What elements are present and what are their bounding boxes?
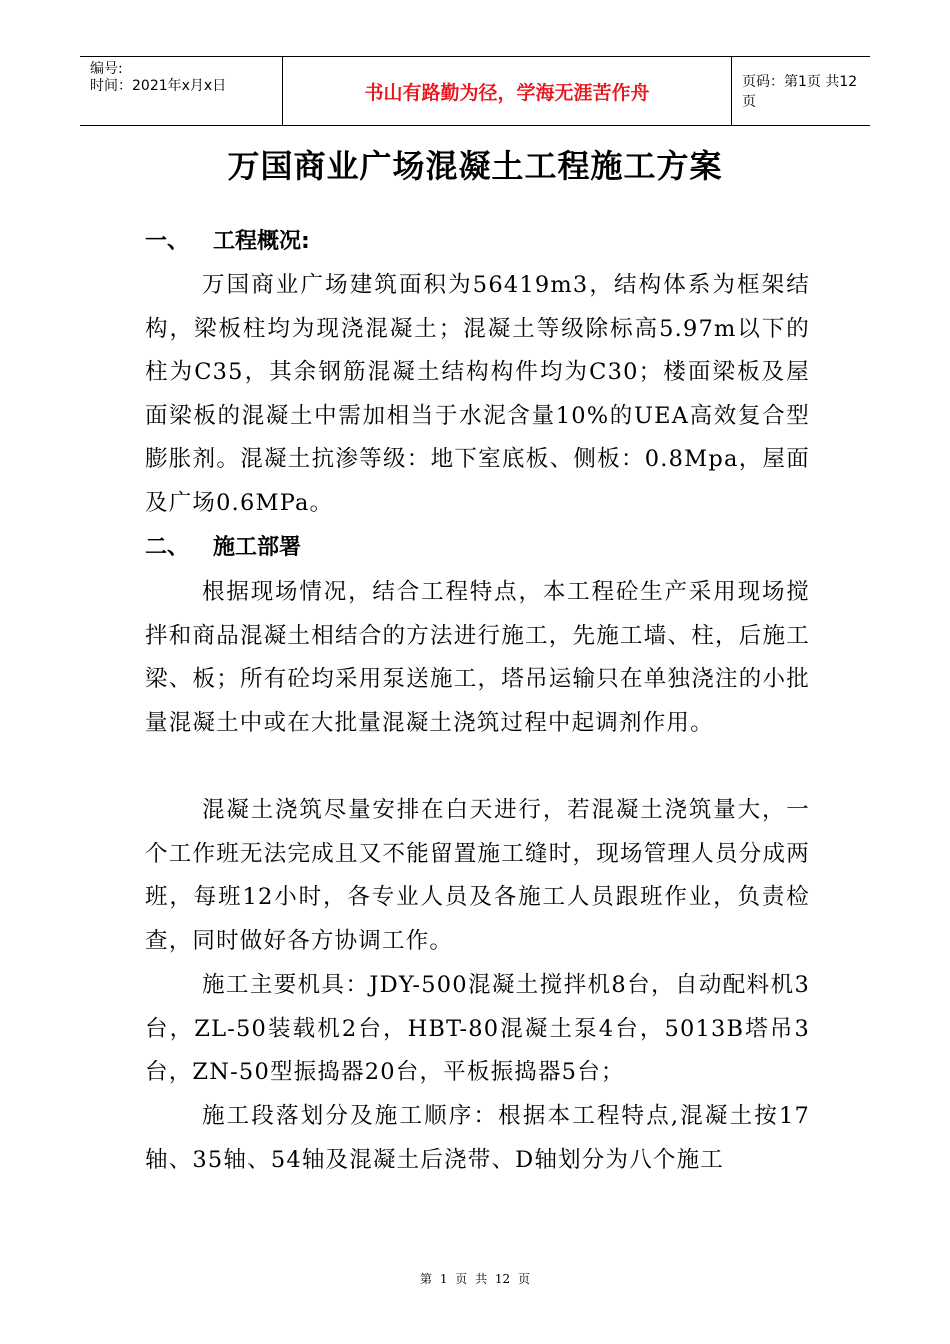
header-meta (80, 57, 282, 125)
number-label: 编号: (90, 61, 123, 77)
page-header (80, 56, 870, 126)
section-title: 施工部署 (213, 535, 302, 560)
document-title: 万国商业广场混凝土工程施工方案 (227, 147, 723, 185)
header-motto: 书山有路勤为径，学海无涯苦作舟 (282, 57, 732, 125)
paragraph-sequence: 施工段落划分及施工顺序：根据本工程特点,混凝土按17轴、35轴、54轴及混凝土后浇带、D轴划分为八个施工 (145, 1103, 810, 1173)
section-heading-deployment (145, 532, 301, 564)
paragraph-overview: 万国商业广场建筑面积为56419m3，结构体系为框架结构，梁板柱均为现浇混凝土；混凝土等级除标高5.97m以下的柱为C35，其余钢筋混凝土结构构件均为C30；楼面梁板及屋面梁板的混凝土中需加相当于水泥含量10%的UEA高效复合型膨胀剂。混凝土抗渗等级：地下室底板、侧板：0.8Mpa，屋面及广场0.6MPa。 (145, 272, 810, 516)
section-heading-overview (145, 226, 310, 258)
section-title: 工程概况: (213, 229, 310, 254)
header-page-label: 页码：第1页 共12页 (742, 74, 858, 110)
page-footer: 第 1 页 共 12 页 (420, 1272, 530, 1286)
time-label: 时间：2021年x月x日 (90, 78, 227, 94)
section-number: 二、 (145, 535, 190, 560)
section-number: 一、 (145, 229, 190, 254)
paragraph-deployment-1: 根据现场情况，结合工程特点，本工程砼生产采用现场搅拌和商品混凝土相结合的方法进行施工，先施工墙、柱，后施工梁、板；所有砼均采用泵送施工，塔吊运输只在单独浇注的小批量混凝土中或在大批量混凝土浇筑过程中起调剂作用。 (145, 579, 810, 736)
paragraph-deployment-2: 混凝土浇筑尽量安排在白天进行，若混凝土浇筑量大，一个工作班无法完成且又不能留置施工缝时，现场管理人员分成两班，每班12小时，各专业人员及各施工人员跟班作业，负责检查，同时做好各方协调工作。 (145, 797, 810, 954)
paragraph-equipment: 施工主要机具：JDY-500混凝土搅拌机8台，自动配料机3台，ZL-50装载机2台，HBT-80混凝土泵4台，5013B塔吊3台，ZN-50型振捣器20台，平板振捣器5台； (145, 972, 810, 1085)
